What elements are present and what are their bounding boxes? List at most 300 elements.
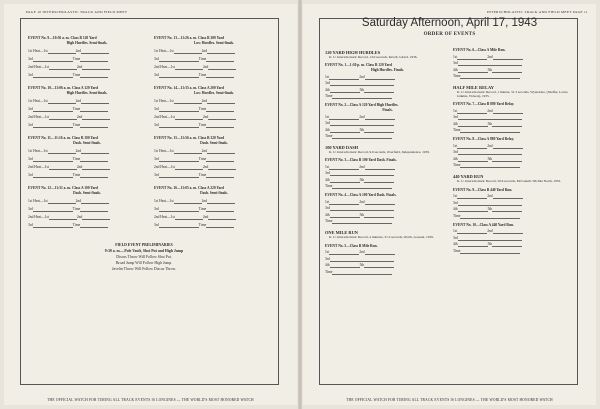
blank-line xyxy=(80,57,108,62)
blank-line xyxy=(364,178,394,183)
result-row xyxy=(453,229,571,234)
left-footer: THE OFFICIAL WATCH FOR TIMING ALL TRACK EVENTS IS LONGINES — THE WORLD'S MOST HONORED WATCH xyxy=(47,398,254,402)
blank-line xyxy=(48,149,76,154)
right-header-text: INTERSCHOLASTIC TRACK AND FIELD MEET PAGE 11 xyxy=(486,10,588,14)
time-label: Time xyxy=(325,184,333,189)
place-label: 2nd xyxy=(202,65,209,69)
result-row xyxy=(453,109,571,114)
event-title: EVENT No. 5—Class B Mile Run. xyxy=(325,243,378,248)
section-heading: ONE MILE RUN xyxy=(325,230,358,236)
record-note: K. U. Interscholastic Record, 1 minute, 31.3 seconds, Wyandotte, (Shaffer, Lewis, Jenkins, Vickers), 1935. xyxy=(457,90,569,99)
blank-line xyxy=(207,49,235,54)
event-subtitle: Dash. Semi-finals. xyxy=(73,141,101,145)
event-block xyxy=(154,36,274,78)
time-label: Time xyxy=(198,207,207,211)
place-label: 1st xyxy=(453,143,458,148)
time-label: Time xyxy=(453,213,461,218)
place-label: 2nd xyxy=(359,199,365,204)
left-page xyxy=(4,4,297,405)
place-label: 4th xyxy=(453,242,458,247)
section-heading: HALF MILE RELAY xyxy=(453,85,494,90)
result-row xyxy=(325,206,450,211)
result-row xyxy=(453,236,571,241)
result-row xyxy=(325,200,450,205)
place-label: 2nd xyxy=(201,149,208,153)
place-label: 1st xyxy=(325,114,330,119)
event-subtitle: Low Hurdles. Semi-finals. xyxy=(194,41,234,45)
blank-line xyxy=(493,144,523,149)
event-title: EVENT No. 2—Class A 120 Yard High Hurdles. xyxy=(325,103,399,108)
blank-line xyxy=(208,65,236,70)
heat-row xyxy=(154,115,274,120)
blank-line xyxy=(329,250,359,255)
blank-line xyxy=(33,223,73,228)
event-block xyxy=(28,186,146,228)
blank-line xyxy=(33,173,73,178)
heat-label: 2nd Heat—1st xyxy=(28,215,49,219)
place-label: 3rd xyxy=(453,150,458,155)
blank-line xyxy=(330,88,360,93)
time-label: Time xyxy=(198,107,207,111)
blank-line xyxy=(460,128,520,133)
right-footer: THE OFFICIAL WATCH FOR TIMING ALL TRACK EVENTS IS LONGINES — THE WORLD'S MOST HONORED WATCH xyxy=(346,398,553,402)
heat-label: 1st Heat—1st xyxy=(28,199,48,203)
event-block xyxy=(28,136,146,178)
place-label: 2nd xyxy=(487,108,493,113)
time-label: Time xyxy=(325,219,333,224)
heat-label: 1st Heat—1st xyxy=(28,49,48,53)
heat-row xyxy=(28,173,146,178)
heat-row xyxy=(154,107,274,112)
event-subtitle: High Hurdles. Semi-finals. xyxy=(66,41,108,45)
place-label: 1st xyxy=(453,54,458,59)
place-label: 3rd xyxy=(154,223,159,227)
section-heading: 440 YARD RUN xyxy=(453,174,484,180)
heat-row xyxy=(28,149,146,154)
event-title: EVENT No. 4—Class A 100 Yard Dash. Finals. xyxy=(325,193,397,198)
left-page-header xyxy=(26,10,127,14)
event-subtitle: High Hurdles. Finals. xyxy=(371,68,404,73)
result-row xyxy=(453,163,571,168)
place-label: 3rd xyxy=(28,223,33,227)
blank-line xyxy=(206,123,234,128)
blank-line xyxy=(332,134,392,139)
heat-row xyxy=(28,49,146,54)
result-row xyxy=(453,207,571,212)
place-label: 3rd xyxy=(28,173,33,177)
heat-label: 2nd Heat—1st xyxy=(154,215,175,219)
blank-line xyxy=(460,74,520,79)
order-of-events: ORDER OF EVENTS xyxy=(423,32,476,37)
heat-label: 2nd Heat—1st xyxy=(154,165,175,169)
field-events-line1: 9:30 a. m.—Pole Vault, Shot Put and High Jump xyxy=(104,249,184,253)
time-label: Time xyxy=(325,134,333,139)
event-subtitle: Low Hurdles. Semi-finals. xyxy=(194,91,234,95)
place-label: 2nd xyxy=(201,99,208,103)
place-label: 3rd xyxy=(325,171,330,176)
event-title: EVENT No. 7—Class B 880 Yard Relay. xyxy=(453,102,515,107)
blank-line xyxy=(80,207,108,212)
blank-line xyxy=(49,165,77,170)
place-label: 2nd xyxy=(487,143,493,148)
blank-line xyxy=(332,219,392,224)
blank-line xyxy=(493,55,523,60)
blank-line xyxy=(175,215,203,220)
right-column-2 xyxy=(453,44,571,254)
place-label: 5th xyxy=(359,127,365,132)
result-row xyxy=(325,81,450,86)
place-label: 5th xyxy=(359,177,365,182)
event-title: EVENT No. 13—11:26 a. m. Class B 200 Yard xyxy=(154,36,225,40)
blank-line xyxy=(330,213,360,218)
heat-row xyxy=(28,73,146,78)
event-title: EVENT No. 11—11:16 a. m. Class B 100 Yard xyxy=(28,136,98,140)
blank-line xyxy=(208,165,236,170)
place-label: 3rd xyxy=(28,207,33,211)
blank-line xyxy=(48,199,76,204)
blank-line xyxy=(329,75,359,80)
place-label: 3rd xyxy=(453,61,458,65)
blank-line xyxy=(49,115,77,120)
right-page-header xyxy=(487,10,588,14)
event-title: EVENT No. 3—Class B 100 Yard Dash. Finals. xyxy=(325,158,397,163)
place-label: 4th xyxy=(325,87,330,92)
event-subtitle: Dash. Semi-finals. xyxy=(200,141,228,145)
place-label: 2nd xyxy=(75,99,82,103)
place-label: 5th xyxy=(487,242,493,247)
section-heading: 100 YARD DASH xyxy=(325,145,359,151)
blank-line xyxy=(457,55,487,60)
heat-label: 1st Heat—1st xyxy=(28,99,48,103)
blank-line xyxy=(329,115,359,120)
result-row xyxy=(325,134,450,139)
blank-line xyxy=(81,99,109,104)
result-row xyxy=(453,74,571,79)
heat-row xyxy=(154,173,274,178)
place-label: 4th xyxy=(453,207,458,212)
result-row xyxy=(325,128,450,133)
place-label: 3rd xyxy=(154,73,159,77)
blank-line xyxy=(365,200,395,205)
result-row xyxy=(325,250,450,255)
time-label: Time xyxy=(198,123,207,127)
event-title: EVENT No. 9—Class B 440 Yard Run. xyxy=(453,187,513,192)
event-block xyxy=(28,86,146,128)
heat-row xyxy=(28,157,146,162)
place-label: 5th xyxy=(487,67,493,72)
result-row xyxy=(453,144,571,149)
time-label: Time xyxy=(453,74,461,78)
place-label: 5th xyxy=(487,207,493,212)
place-label: 4th xyxy=(325,177,330,182)
blank-line xyxy=(332,94,392,99)
place-label: 5th xyxy=(487,121,493,126)
blank-line xyxy=(175,115,203,120)
place-label: 2nd xyxy=(76,115,83,119)
blank-line xyxy=(492,242,522,247)
event-subtitle: Dash. Semi-finals. xyxy=(73,191,101,195)
field-events-heading: FIELD EVENT PRELIMINARIES xyxy=(115,243,173,247)
time-label: Time xyxy=(198,223,207,227)
blank-line xyxy=(49,65,77,70)
result-row xyxy=(453,55,571,60)
heat-row xyxy=(154,157,274,162)
blank-line xyxy=(458,242,488,247)
place-label: 2nd xyxy=(487,54,493,59)
page-fold xyxy=(298,0,302,409)
place-label: 2nd xyxy=(201,49,208,53)
left-header-text: PAGE 10 INTERSCHOLASTIC TRACK AND FIELD MEET xyxy=(26,10,128,14)
blank-line xyxy=(460,249,520,254)
blank-line xyxy=(206,223,234,228)
field-event-preliminaries xyxy=(64,242,224,272)
blank-line xyxy=(82,165,110,170)
heat-row xyxy=(154,223,274,228)
time-label: Time xyxy=(72,57,81,61)
place-label: 2nd xyxy=(202,215,209,219)
blank-line xyxy=(365,250,395,255)
result-row xyxy=(325,178,450,183)
time-label: Time xyxy=(453,248,461,253)
heat-row xyxy=(28,107,146,112)
result-row xyxy=(325,263,450,268)
result-row xyxy=(325,88,450,93)
blank-line xyxy=(332,184,392,189)
blank-line xyxy=(206,107,234,112)
result-row xyxy=(453,68,571,73)
blank-line xyxy=(458,236,522,241)
blank-line xyxy=(458,201,522,206)
time-label: Time xyxy=(198,173,207,177)
blank-line xyxy=(493,109,523,114)
blank-line xyxy=(365,115,395,120)
blank-line xyxy=(81,149,109,154)
blank-line xyxy=(175,165,203,170)
blank-line xyxy=(208,215,236,220)
result-row xyxy=(453,61,571,66)
place-label: 4th xyxy=(325,212,330,217)
record-note: K. U. Interscholastic Record, 4 minutes, 31.3 seconds, Worth, Goessel, 1939. xyxy=(329,235,434,240)
place-label: 2nd xyxy=(359,74,365,79)
blank-line xyxy=(330,81,394,86)
event-subtitle: Finals. xyxy=(382,108,393,113)
place-label: 3rd xyxy=(154,207,159,211)
blank-line xyxy=(159,57,199,62)
heat-row xyxy=(28,223,146,228)
heat-row xyxy=(154,57,274,62)
event-title: EVENT No. 12—11:31 a. m. Class A 100 Yard xyxy=(28,186,98,190)
blank-line xyxy=(82,65,110,70)
place-label: 2nd xyxy=(359,164,365,169)
place-label: 3rd xyxy=(325,81,330,86)
right-column-1 xyxy=(325,44,450,275)
section-heading: 120 YARD HIGH HURDLES xyxy=(325,50,381,55)
blank-line xyxy=(492,207,522,212)
record-note: K. U. Interscholastic Record, 14.9 seconds, Revell, Girard, 1936. xyxy=(329,55,418,59)
place-label: 5th xyxy=(359,87,365,92)
result-row xyxy=(453,157,571,162)
result-row xyxy=(325,75,450,80)
blank-line xyxy=(457,194,487,199)
time-label: Time xyxy=(198,57,207,61)
place-label: 1st xyxy=(325,250,330,255)
result-row xyxy=(453,249,571,254)
blank-line xyxy=(159,107,199,112)
time-label: Time xyxy=(325,94,333,99)
place-label: 5th xyxy=(487,156,493,161)
result-row xyxy=(453,194,571,199)
blank-line xyxy=(492,157,522,162)
time-label: Time xyxy=(72,223,81,227)
blank-line xyxy=(33,57,73,62)
time-label: Time xyxy=(198,157,207,161)
place-label: 3rd xyxy=(325,256,330,261)
heat-row xyxy=(154,215,274,220)
blank-line xyxy=(458,150,522,155)
blank-line xyxy=(364,213,394,218)
heat-label: 1st Heat—1st xyxy=(154,49,174,53)
result-row xyxy=(325,184,450,189)
place-label: 1st xyxy=(453,194,458,199)
heat-label: 2nd Heat—1st xyxy=(28,65,49,69)
field-events-line2: Discus Throw Will Follow Shot Put. xyxy=(116,255,172,259)
place-label: 4th xyxy=(325,127,330,132)
time-label: Time xyxy=(325,269,333,274)
place-label: 3rd xyxy=(28,157,33,161)
blank-line xyxy=(82,215,110,220)
place-label: 1st xyxy=(325,199,330,204)
time-label: Time xyxy=(198,73,207,77)
blank-line xyxy=(330,121,394,126)
result-row xyxy=(325,257,450,262)
blank-line xyxy=(174,149,202,154)
heat-row xyxy=(154,49,274,54)
place-label: 1st xyxy=(453,229,458,234)
heat-row xyxy=(28,165,146,170)
place-label: 4th xyxy=(453,121,458,126)
heat-row xyxy=(28,115,146,120)
place-label: 2nd xyxy=(202,165,209,169)
blank-line xyxy=(364,88,394,93)
result-row xyxy=(325,94,450,99)
blank-line xyxy=(159,73,199,78)
blank-line xyxy=(330,263,360,268)
blank-line xyxy=(207,199,235,204)
blank-line xyxy=(80,73,108,78)
place-label: 2nd xyxy=(75,49,82,53)
place-label: 2nd xyxy=(76,215,83,219)
blank-line xyxy=(458,115,522,120)
blank-line xyxy=(458,122,488,127)
time-label: Time xyxy=(72,123,81,127)
place-label: 3rd xyxy=(453,200,458,205)
blank-line xyxy=(329,200,359,205)
blank-line xyxy=(493,194,523,199)
place-label: 3rd xyxy=(154,157,159,161)
place-label: 3rd xyxy=(28,57,33,61)
blank-line xyxy=(330,206,394,211)
blank-line xyxy=(329,165,359,170)
result-row xyxy=(325,121,450,126)
blank-line xyxy=(81,49,109,54)
blank-line xyxy=(458,68,488,73)
blank-line xyxy=(48,49,76,54)
place-label: 3rd xyxy=(28,123,33,127)
place-label: 3rd xyxy=(154,57,159,61)
blank-line xyxy=(33,157,73,162)
result-row xyxy=(453,201,571,206)
blank-line xyxy=(330,128,360,133)
place-label: 1st xyxy=(453,108,458,113)
result-row xyxy=(325,165,450,170)
time-label: Time xyxy=(72,157,81,161)
time-label: Time xyxy=(72,207,81,211)
blank-line xyxy=(364,263,394,268)
record-note: K. U. Interscholastic Record, 50.6 seconds, McCaskill, Wichita North, 1935. xyxy=(457,179,562,184)
place-label: 2nd xyxy=(75,199,82,203)
heat-row xyxy=(154,199,274,204)
blank-line xyxy=(458,207,488,212)
heat-row xyxy=(154,99,274,104)
blank-line xyxy=(330,257,394,262)
place-label: 3rd xyxy=(154,123,159,127)
blank-line xyxy=(80,157,108,162)
time-label: Time xyxy=(72,173,81,177)
record-note: K. U. Interscholastic Record, 9.9 seconds, Overfield, Independence, 1939. xyxy=(329,150,430,155)
place-label: 1st xyxy=(325,164,330,169)
heat-label: 1st Heat—1st xyxy=(154,199,174,203)
place-label: 3rd xyxy=(453,115,458,120)
blank-line xyxy=(49,215,77,220)
place-label: 3rd xyxy=(325,121,330,126)
event-title: EVENT No. 15—11:56 a. m. Class B 220 Yard xyxy=(154,136,225,140)
result-row xyxy=(453,128,571,133)
heat-label: 2nd Heat—1st xyxy=(28,165,49,169)
place-label: 2nd xyxy=(75,149,82,153)
page-title: Saturday Afternoon, April 17, 1943 xyxy=(361,17,538,29)
event-block xyxy=(28,36,146,78)
result-row xyxy=(453,150,571,155)
heat-label: 1st Heat—1st xyxy=(154,99,174,103)
result-row xyxy=(453,115,571,120)
blank-line xyxy=(332,270,392,275)
place-label: 4th xyxy=(325,263,330,268)
blank-line xyxy=(365,165,395,170)
blank-line xyxy=(33,123,73,128)
event-title: EVENT No. 10—11:06 a. m. Class A 120 Yard xyxy=(28,86,98,90)
result-row xyxy=(325,171,450,176)
place-label: 3rd xyxy=(325,206,330,211)
heat-row xyxy=(28,199,146,204)
blank-line xyxy=(460,163,520,168)
blank-line xyxy=(458,157,488,162)
event-title: EVENT No. 10—Class A 440 Yard Run. xyxy=(453,222,514,227)
blank-line xyxy=(330,178,360,183)
time-label: Time xyxy=(453,128,461,133)
event-title: EVENT No. 8—Class A 880 Yard Relay. xyxy=(453,137,515,142)
result-row xyxy=(325,270,450,275)
place-label: 4th xyxy=(453,67,458,72)
blank-line xyxy=(159,207,199,212)
place-label: 3rd xyxy=(453,235,458,240)
blank-line xyxy=(175,65,203,70)
place-label: 3rd xyxy=(28,107,33,111)
result-row xyxy=(325,219,450,224)
right-page xyxy=(303,4,596,405)
blank-line xyxy=(207,149,235,154)
heat-row xyxy=(28,207,146,212)
blank-line xyxy=(48,99,76,104)
